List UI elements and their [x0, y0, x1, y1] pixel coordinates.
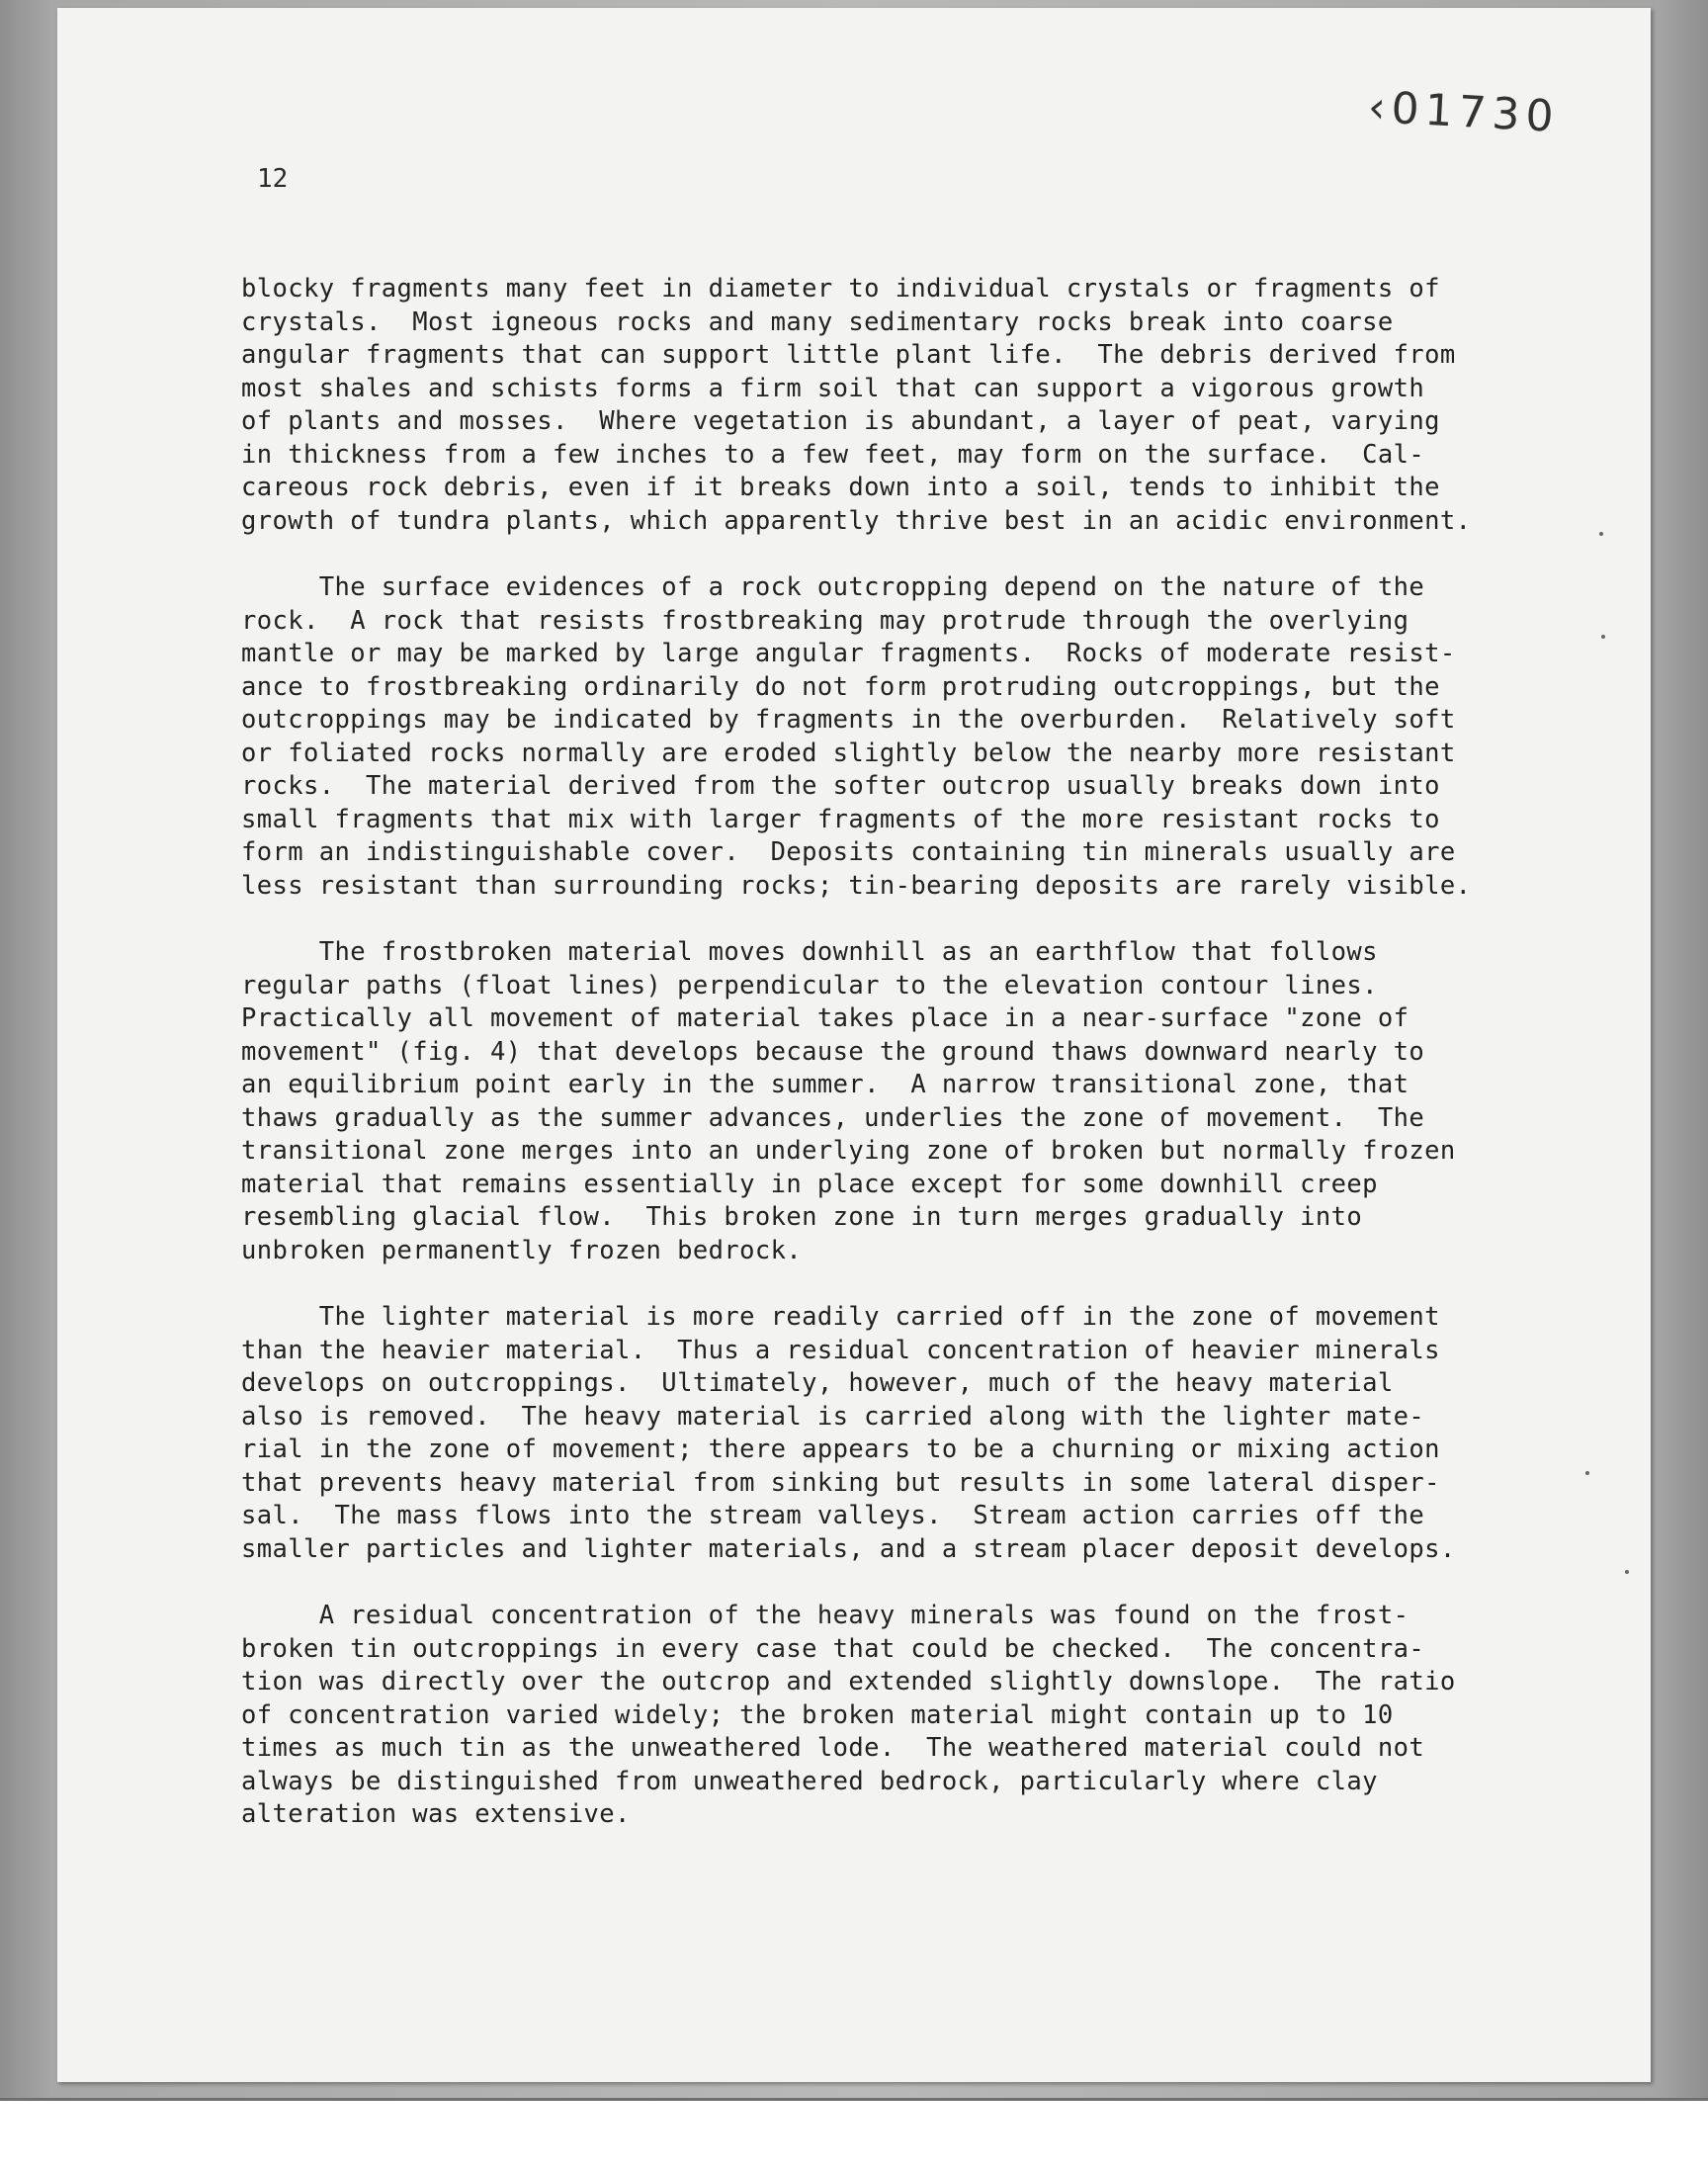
text-line: also is removed. The heavy material is carried along with the lighter mate- [241, 1401, 1425, 1432]
text-line: mantle or may be marked by large angular fragments. Rocks of moderate resist- [241, 639, 1456, 668]
text-line: smaller particles and lighter materials, and a stream placer deposit develops. [241, 1533, 1456, 1564]
text-line: outcroppings may be indicated by fragments in the overburden. Relatively soft [241, 705, 1456, 735]
text-line: tion was directly over the outcrop and extended slightly downslope. The ratio [241, 1667, 1456, 1696]
text-line: thaws gradually as the summer advances, underlies the zone of movement. The [241, 1102, 1425, 1133]
text-line: form an indistinguishable cover. Deposits containing tin minerals usually are [241, 837, 1456, 867]
text-line: rock. A rock that resists frostbreaking may protrude through the overlying [241, 605, 1409, 636]
text-line: always be distinguished from unweathered bedrock, particularly where clay [241, 1766, 1378, 1796]
text-line: in thickness from a few inches to a few feet, may form on the surface. Cal- [241, 439, 1425, 470]
text-line: The surface evidences of a rock outcropping depend on the nature of the [241, 572, 1425, 602]
scan-speck [1599, 532, 1603, 536]
text-line: ance to frostbreaking ordinarily do not form protruding outcroppings, but the [241, 671, 1440, 702]
text-line: material that remains essentially in place except for some downhill creep [241, 1169, 1378, 1199]
scan-speck [1625, 1570, 1629, 1574]
text-line: broken tin outcroppings in every case that could be checked. The concentra- [241, 1633, 1425, 1664]
scanner-bottom-margin [0, 2101, 1708, 2175]
text-line: times as much tin as the unweathered lode. The weathered material could not [241, 1733, 1425, 1763]
text-line: sal. The mass flows into the stream valleys. Stream action carries off the [241, 1501, 1425, 1530]
document-page [57, 8, 1651, 2082]
text-line: The frostbroken material moves downhill as an earthflow that follows [241, 937, 1378, 967]
text-line: careous rock debris, even if it breaks down into a soil, tends to inhibit the [241, 473, 1440, 502]
paragraph [241, 273, 1546, 538]
text-line: crystals. Most igneous rocks and many sedimentary rocks break into coarse [241, 306, 1394, 337]
document-stamp-number: ‹01730 [1366, 81, 1561, 143]
text-line: regular paths (float lines) perpendicular to the elevation contour lines. [241, 970, 1378, 1000]
text-line: develops on outcroppings. Ultimately, however, much of the heavy material [241, 1368, 1394, 1398]
paragraph [241, 571, 1546, 903]
text-line: an equilibrium point early in the summer. A narrow transitional zone, that [241, 1070, 1409, 1099]
scan-speck [1585, 1471, 1589, 1475]
text-line: blocky fragments many feet in diameter to individual crystals or fragments of [241, 274, 1440, 304]
text-line: angular fragments that can support little plant life. The debris derived from [241, 340, 1456, 370]
text-line: The lighter material is more readily carried off in the zone of movement [241, 1302, 1440, 1332]
text-line: of concentration varied widely; the broken material might contain up to 10 [241, 1699, 1394, 1730]
text-line: A residual concentration of the heavy minerals was found on the frost- [241, 1601, 1409, 1630]
text-line: most shales and schists forms a firm soil that can support a vigorous growth [241, 373, 1425, 403]
text-line: transitional zone merges into an underlying zone of broken but normally frozen [241, 1136, 1456, 1166]
scan-speck [1601, 635, 1605, 639]
text-line: of plants and mosses. Where vegetation is abundant, a layer of peat, varying [241, 406, 1440, 436]
text-line: small fragments that mix with larger fragments of the more resistant rocks to [241, 804, 1440, 834]
text-line: movement" (fig. 4) that develops because the ground thaws downward nearly to [241, 1036, 1425, 1067]
text-line: resembling glacial flow. This broken zone in turn merges gradually into [241, 1202, 1363, 1232]
text-line: than the heavier material. Thus a residual concentration of heavier minerals [241, 1335, 1440, 1365]
text-line: alteration was extensive. [241, 1799, 631, 1829]
paragraph [241, 1600, 1546, 1832]
text-line: growth of tundra plants, which apparently thrive best in an acidic environment. [241, 505, 1472, 536]
text-line: unbroken permanently frozen bedrock. [241, 1235, 803, 1265]
text-line: rocks. The material derived from the softer outcrop usually breaks down into [241, 771, 1440, 801]
text-line: rial in the zone of movement; there appears to be a churning or mixing action [241, 1435, 1440, 1464]
text-line: Practically all movement of material takes place in a near-surface "zone of [241, 1003, 1409, 1033]
text-line: less resistant than surrounding rocks; tin-bearing deposits are rarely visible. [241, 870, 1472, 901]
paragraph [241, 1301, 1546, 1566]
body-text [241, 273, 1546, 1866]
page-number: 12 [257, 164, 289, 194]
text-line: that prevents heavy material from sinking but results in some lateral disper- [241, 1467, 1440, 1498]
paragraph [241, 936, 1546, 1267]
text-line: or foliated rocks normally are eroded slightly below the nearby more resistant [241, 738, 1456, 768]
